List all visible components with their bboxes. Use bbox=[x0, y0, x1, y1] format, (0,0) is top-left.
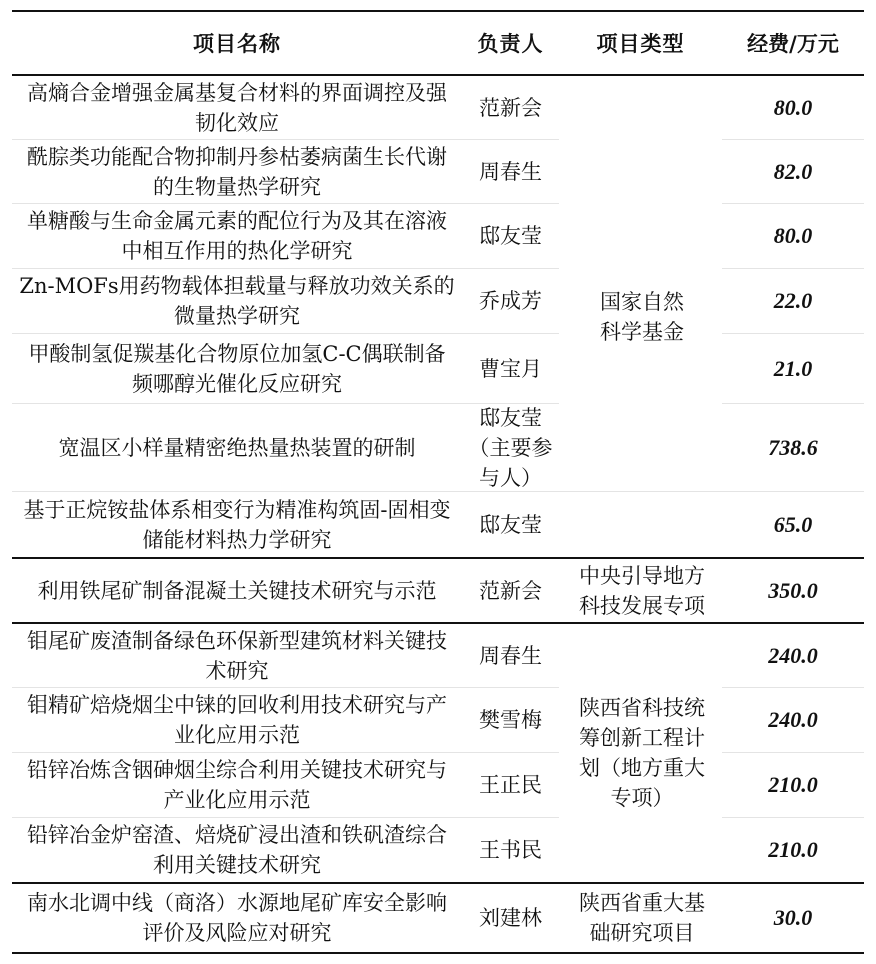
project-person: 曹宝月 bbox=[479, 356, 542, 381]
project-fund: 65.0 bbox=[773, 511, 813, 537]
project-name: 南水北调中线（商洛）水源地尾矿库安全影响评价及风险应对研究 bbox=[27, 891, 447, 945]
project-name: 宽温区小样量精密绝热量热装置的研制 bbox=[58, 435, 416, 460]
project-person: 乔成芳 bbox=[479, 289, 542, 313]
project-person: 邸友莹（主要参与人） bbox=[468, 405, 553, 490]
project-name: 钼精矿焙烧烟尘中铼的回收利用技术研究与产业化应用示范 bbox=[27, 693, 447, 747]
project-name: Zn-MOFs用药物载体担载量与释放功效关系的微量热学研究 bbox=[19, 274, 455, 328]
project-person: 樊雪梅 bbox=[479, 708, 542, 732]
project-fund: 80.0 bbox=[773, 94, 813, 120]
project-name: 单糖酸与生命金属元素的配位行为及其在溶液中相互作用的热化学研究 bbox=[27, 209, 447, 263]
project-name: 铅锌冶金炉窑渣、焙烧矿浸出渣和铁矾渣综合利用关键技术研究 bbox=[27, 823, 447, 877]
project-person: 刘建林 bbox=[479, 906, 542, 930]
project-name: 利用铁尾矿制备混凝土关键技术研究与示范 bbox=[37, 578, 437, 603]
project-person: 范新会 bbox=[479, 95, 542, 120]
project-person: 王书民 bbox=[479, 838, 542, 862]
project-name: 高熵合金增强金属基复合材料的界面调控及强韧化效应 bbox=[27, 80, 447, 135]
project-name: 铅锌冶炼含铟砷烟尘综合利用关键技术研究与产业化应用示范 bbox=[27, 758, 447, 812]
project-name: 钼尾矿废渣制备绿色环保新型建筑材料关键技术研究 bbox=[27, 628, 447, 683]
project-person: 周春生 bbox=[479, 643, 542, 668]
project-fund: 22.0 bbox=[773, 288, 813, 313]
project-type: 陕西省重大基础研究项目 bbox=[579, 891, 705, 945]
project-fund: 738.6 bbox=[768, 434, 818, 460]
project-fund: 240.0 bbox=[768, 707, 818, 732]
header-project-name: 项目名称 bbox=[193, 31, 281, 56]
project-fund: 210.0 bbox=[768, 837, 818, 862]
project-fund: 240.0 bbox=[768, 642, 818, 668]
header-person: 负责人 bbox=[477, 31, 544, 56]
project-name: 基于正烷铵盐体系相变行为精准构筑固-固相变储能材料热力学研究 bbox=[23, 497, 451, 552]
project-fund: 30.0 bbox=[773, 905, 813, 930]
project-type: 中央引导地方科技发展专项 bbox=[579, 563, 705, 618]
project-person: 邸友莹 bbox=[479, 224, 542, 248]
project-person: 邸友莹 bbox=[479, 512, 542, 537]
project-person: 周春生 bbox=[479, 159, 542, 184]
header-fund: 经费/万元 bbox=[747, 31, 839, 56]
project-fund: 350.0 bbox=[768, 577, 818, 603]
project-fund: 210.0 bbox=[768, 772, 818, 797]
project-type: 陕西省科技统筹创新工程计划（地方重大专项） bbox=[579, 696, 705, 810]
project-fund: 21.0 bbox=[773, 355, 813, 381]
project-person: 王正民 bbox=[479, 773, 542, 797]
project-type: 国家自然科学基金 bbox=[600, 289, 684, 344]
project-fund: 80.0 bbox=[773, 223, 813, 248]
project-name: 甲酸制氢促羰基化合物原位加氢C-C偶联制备频哪醇光催化反应研究 bbox=[28, 341, 446, 396]
bottom-rule bbox=[12, 952, 864, 954]
project-person: 范新会 bbox=[479, 578, 542, 603]
header-project-type: 项目类型 bbox=[596, 31, 685, 56]
project-fund: 82.0 bbox=[773, 158, 813, 184]
project-name: 酰腙类功能配合物抑制丹参枯萎病菌生长代谢的生物量热学研究 bbox=[27, 144, 447, 199]
